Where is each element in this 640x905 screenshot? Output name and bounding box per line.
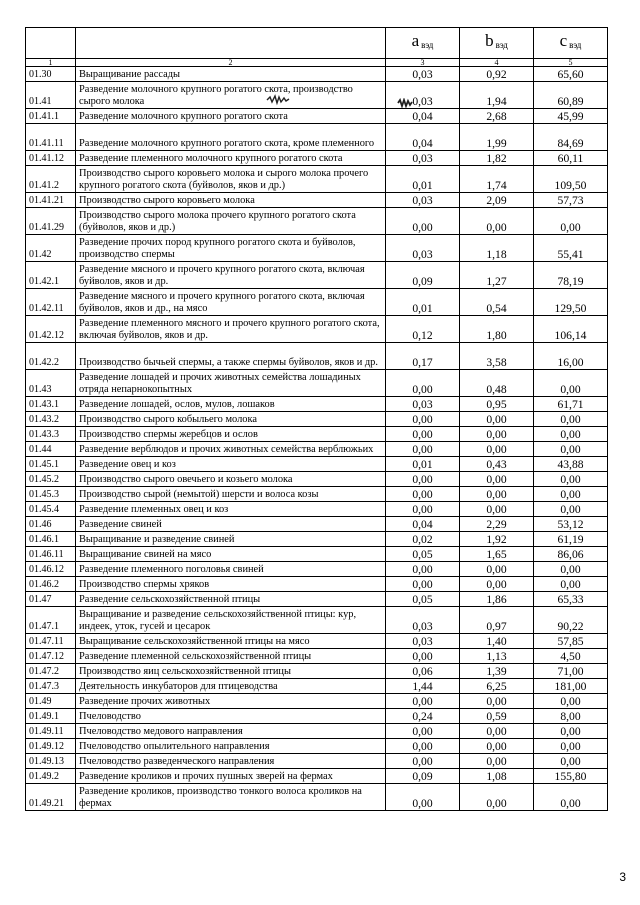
activity-name-cell: Разведение кроликов, производство тонкого волоса кроликов на фермах bbox=[76, 784, 386, 811]
table-row bbox=[26, 151, 608, 166]
coefficient-b-cell: 1,39 bbox=[460, 664, 534, 679]
table-row bbox=[26, 82, 608, 109]
coefficient-a-cell: 0,00 bbox=[386, 412, 460, 427]
coefficient-c-cell: 65,60 bbox=[534, 67, 608, 82]
coefficient-c-cell: 16,00 bbox=[534, 343, 608, 370]
table-row bbox=[26, 517, 608, 532]
coefficient-c-cell: 71,00 bbox=[534, 664, 608, 679]
page-number: 3 bbox=[619, 870, 626, 884]
activity-name-cell: Производство сырой (немытой) шерсти и волоса козы bbox=[76, 487, 386, 502]
coefficient-c-cell: 0,00 bbox=[534, 724, 608, 739]
coefficient-c-cell: 60,11 bbox=[534, 151, 608, 166]
activity-code-cell: 01.49.1 bbox=[26, 709, 76, 724]
column-number: 5 bbox=[534, 59, 608, 67]
coefficient-b-cell: 1,08 bbox=[460, 769, 534, 784]
activity-code-cell: 01.41.12 bbox=[26, 151, 76, 166]
coefficient-b-cell: 0,00 bbox=[460, 694, 534, 709]
coefficient-a-cell: 0,05 bbox=[386, 547, 460, 562]
coefficient-c-cell: 129,50 bbox=[534, 289, 608, 316]
activity-code-cell: 01.42.11 bbox=[26, 289, 76, 316]
table-row bbox=[26, 664, 608, 679]
activity-name-cell: Разведение племенного поголовья свиней bbox=[76, 562, 386, 577]
column-number: 4 bbox=[460, 59, 534, 67]
table-row bbox=[26, 442, 608, 457]
coefficient-a-cell: 0,00 bbox=[386, 577, 460, 592]
table-row bbox=[26, 547, 608, 562]
table-row bbox=[26, 262, 608, 289]
coefficient-b-cell: 3,58 bbox=[460, 343, 534, 370]
activity-name-cell: Пчеловодство медового направления bbox=[76, 724, 386, 739]
activity-code-cell: 01.49 bbox=[26, 694, 76, 709]
column-number: 3 bbox=[386, 59, 460, 67]
coefficient-a-cell: 0,00 bbox=[386, 562, 460, 577]
activity-code-cell: 01.47.2 bbox=[26, 664, 76, 679]
table-row bbox=[26, 67, 608, 82]
activity-name-cell: Выращивание рассады bbox=[76, 67, 386, 82]
coefficient-b-cell: 2,29 bbox=[460, 517, 534, 532]
coefficient-c-cell: 0,00 bbox=[534, 427, 608, 442]
table-row bbox=[26, 502, 608, 517]
coefficient-b-cell: 0,54 bbox=[460, 289, 534, 316]
coefficient-c-cell: 0,00 bbox=[534, 694, 608, 709]
coefficient-c-cell: 60,89 bbox=[534, 82, 608, 109]
coefficient-a-cell: 0,03 bbox=[386, 607, 460, 634]
coefficient-b-cell: 1,65 bbox=[460, 547, 534, 562]
table-row bbox=[26, 427, 608, 442]
coefficient-c-cell: 109,50 bbox=[534, 166, 608, 193]
activity-code-cell: 01.41 bbox=[26, 82, 76, 109]
activity-name-cell: Производство спермы хряков bbox=[76, 577, 386, 592]
activity-code-cell: 01.42.12 bbox=[26, 316, 76, 343]
table-row bbox=[26, 724, 608, 739]
coefficient-c-cell: 0,00 bbox=[534, 487, 608, 502]
coefficient-a-cell: 0,03 bbox=[386, 397, 460, 412]
header-code-cell bbox=[26, 28, 76, 59]
activity-name-cell: Разведение молочного крупного рогатого скота, кроме племенного bbox=[76, 124, 386, 151]
table-row bbox=[26, 694, 608, 709]
coefficient-a-cell: 0,06 bbox=[386, 664, 460, 679]
table-row bbox=[26, 532, 608, 547]
activity-code-cell: 01.41.1 bbox=[26, 109, 76, 124]
activity-code-cell: 01.30 bbox=[26, 67, 76, 82]
activity-code-cell: 01.43.1 bbox=[26, 397, 76, 412]
activity-name-cell: Разведение лошадей и прочих животных семейства лошадиных отряда непарнокопытных bbox=[76, 370, 386, 397]
activity-name-cell: Разведение кроликов и прочих пушных зверей на фермах bbox=[76, 769, 386, 784]
table-row bbox=[26, 166, 608, 193]
coefficient-a-cell: 0,01 bbox=[386, 457, 460, 472]
table-row bbox=[26, 472, 608, 487]
table-row bbox=[26, 316, 608, 343]
activity-code-cell: 01.41.21 bbox=[26, 193, 76, 208]
table-row bbox=[26, 193, 608, 208]
activity-code-cell: 01.41.2 bbox=[26, 166, 76, 193]
table-row bbox=[26, 769, 608, 784]
coefficient-b-cell: 0,00 bbox=[460, 562, 534, 577]
table-row bbox=[26, 412, 608, 427]
table-row bbox=[26, 784, 608, 811]
coefficient-c-cell: 181,00 bbox=[534, 679, 608, 694]
activity-name-cell: Разведение лошадей, ослов, мулов, лошаков bbox=[76, 397, 386, 412]
coefficient-c-cell: 57,73 bbox=[534, 193, 608, 208]
coefficient-c-cell: 106,14 bbox=[534, 316, 608, 343]
activity-name-cell: Выращивание свиней на мясо bbox=[76, 547, 386, 562]
table-row bbox=[26, 124, 608, 151]
activity-name-cell: Разведение племенной сельскохозяйственной птицы bbox=[76, 649, 386, 664]
coefficient-b-cell: 0,00 bbox=[460, 208, 534, 235]
coefficient-b-cell: 0,95 bbox=[460, 397, 534, 412]
table-row bbox=[26, 457, 608, 472]
activity-name-cell: Пчеловодство bbox=[76, 709, 386, 724]
table-row bbox=[26, 343, 608, 370]
activity-code-cell: 01.42.2 bbox=[26, 343, 76, 370]
activity-name-cell: Разведение племенного мясного и прочего крупного рогатого скота, включая буйволов, яков и др. bbox=[76, 316, 386, 343]
table-row bbox=[26, 235, 608, 262]
coefficient-b-cell: 1,80 bbox=[460, 316, 534, 343]
coefficient-c-cell: 0,00 bbox=[534, 502, 608, 517]
table-body bbox=[26, 67, 608, 811]
coefficient-a-cell: 0,03 bbox=[386, 67, 460, 82]
coefficient-c-cell: 4,50 bbox=[534, 649, 608, 664]
coefficient-c-cell: 57,85 bbox=[534, 634, 608, 649]
coefficient-c-cell: 0,00 bbox=[534, 577, 608, 592]
activity-name-cell: Производство сырого коровьего молока bbox=[76, 193, 386, 208]
table-header-row bbox=[26, 28, 608, 59]
coefficient-a-cell: 0,24 bbox=[386, 709, 460, 724]
activity-name-cell: Разведение мясного и прочего крупного рогатого скота, включая буйволов, яков и др., на мясо bbox=[76, 289, 386, 316]
activity-code-cell: 01.45.4 bbox=[26, 502, 76, 517]
coefficient-a-cell: 0,00 bbox=[386, 649, 460, 664]
table-row bbox=[26, 109, 608, 124]
coefficient-b-cell: 1,13 bbox=[460, 649, 534, 664]
activity-name-cell: Разведение мясного и прочего крупного рогатого скота, включая буйволов, яков и др. bbox=[76, 262, 386, 289]
activity-name-cell: Производство сырого овечьего и козьего молока bbox=[76, 472, 386, 487]
activity-name-cell: Разведение верблюдов и прочих животных семейства верблюжьих bbox=[76, 442, 386, 457]
activity-code-cell: 01.49.2 bbox=[26, 769, 76, 784]
coefficient-a-cell: 0,04 bbox=[386, 517, 460, 532]
activity-code-cell: 01.41.29 bbox=[26, 208, 76, 235]
coefficient-a-cell: 0,09 bbox=[386, 262, 460, 289]
coefficient-a-cell: 0,00 bbox=[386, 427, 460, 442]
coefficient-b-cell: 0,00 bbox=[460, 412, 534, 427]
coefficient-a-cell: 0,00 bbox=[386, 739, 460, 754]
activity-code-cell: 01.46.11 bbox=[26, 547, 76, 562]
coefficient-c-cell: 43,88 bbox=[534, 457, 608, 472]
coefficient-b-cell: 0,00 bbox=[460, 739, 534, 754]
coefficient-c-cell: 45,99 bbox=[534, 109, 608, 124]
coefficient-c-cell: 78,19 bbox=[534, 262, 608, 289]
coefficient-c-cell: 61,71 bbox=[534, 397, 608, 412]
activity-code-cell: 01.42.1 bbox=[26, 262, 76, 289]
activity-name-cell: Производство спермы жеребцов и ослов bbox=[76, 427, 386, 442]
table-row bbox=[26, 592, 608, 607]
coefficient-a-cell: 0,03 bbox=[386, 235, 460, 262]
table-row bbox=[26, 397, 608, 412]
activity-code-cell: 01.46.2 bbox=[26, 577, 76, 592]
activity-name-cell: Разведение племенных овец и коз bbox=[76, 502, 386, 517]
column-number: 2 bbox=[76, 59, 386, 67]
coefficient-b-cell: 0,00 bbox=[460, 442, 534, 457]
activity-name-cell: Производство яиц сельскохозяйственной птицы bbox=[76, 664, 386, 679]
activity-code-cell: 01.42 bbox=[26, 235, 76, 262]
activity-code-cell: 01.43.2 bbox=[26, 412, 76, 427]
coefficient-c-cell: 0,00 bbox=[534, 754, 608, 769]
coefficient-a-cell: 0,12 bbox=[386, 316, 460, 343]
coefficient-b-cell: 0,00 bbox=[460, 754, 534, 769]
coefficient-a-cell: 0,00 bbox=[386, 487, 460, 502]
activity-code-cell: 01.49.11 bbox=[26, 724, 76, 739]
coefficient-c-cell: 0,00 bbox=[534, 562, 608, 577]
coefficient-b-cell: 1,99 bbox=[460, 124, 534, 151]
coefficient-a-cell: 0,03 bbox=[386, 151, 460, 166]
table-row bbox=[26, 709, 608, 724]
activity-code-cell: 01.43.3 bbox=[26, 427, 76, 442]
coefficient-b-cell: 0,00 bbox=[460, 487, 534, 502]
coefficient-a-cell: 0,01 bbox=[386, 289, 460, 316]
coefficient-c-cell: 0,00 bbox=[534, 784, 608, 811]
coefficient-a-cell: 0,02 bbox=[386, 532, 460, 547]
coefficient-b-cell: 0,92 bbox=[460, 67, 534, 82]
activity-code-cell: 01.45.1 bbox=[26, 457, 76, 472]
table-row bbox=[26, 208, 608, 235]
coefficient-a-cell: 0,00 bbox=[386, 784, 460, 811]
coefficient-a-cell: 0,00 bbox=[386, 208, 460, 235]
table-row bbox=[26, 739, 608, 754]
coefficient-a-cell: 0,03 bbox=[386, 82, 460, 109]
table-row bbox=[26, 754, 608, 769]
coefficient-b-cell: 6,25 bbox=[460, 679, 534, 694]
coefficient-a-cell: 0,00 bbox=[386, 502, 460, 517]
coefficient-a-cell: 1,44 bbox=[386, 679, 460, 694]
coefficient-c-cell: 84,69 bbox=[534, 124, 608, 151]
coefficient-a-cell: 0,00 bbox=[386, 472, 460, 487]
activity-code-cell: 01.47 bbox=[26, 592, 76, 607]
table-row bbox=[26, 577, 608, 592]
coefficient-a-cell: 0,09 bbox=[386, 769, 460, 784]
table-row bbox=[26, 370, 608, 397]
coefficient-b-cell: 0,48 bbox=[460, 370, 534, 397]
header-a-cell: a $_{вэд}$ bbox=[386, 28, 460, 59]
coefficient-c-cell: 0,00 bbox=[534, 208, 608, 235]
activity-code-cell: 01.43 bbox=[26, 370, 76, 397]
coefficient-b-cell: 1,18 bbox=[460, 235, 534, 262]
column-number: 1 bbox=[26, 59, 76, 67]
coefficient-c-cell: 90,22 bbox=[534, 607, 608, 634]
coefficient-c-cell: 155,80 bbox=[534, 769, 608, 784]
coefficient-b-cell: 1,27 bbox=[460, 262, 534, 289]
coefficient-c-cell: 0,00 bbox=[534, 472, 608, 487]
activity-name-cell: Производство сырого коровьего молока и сырого молока прочего крупного рогатого скота (буйволов, яков и др.) bbox=[76, 166, 386, 193]
coefficient-b-cell: 1,92 bbox=[460, 532, 534, 547]
table-row bbox=[26, 562, 608, 577]
activity-name-cell: Разведение прочих животных bbox=[76, 694, 386, 709]
activity-name-cell: Выращивание сельскохозяйственной птицы на мясо bbox=[76, 634, 386, 649]
coefficient-a-cell: 0,01 bbox=[386, 166, 460, 193]
coefficient-a-cell: 0,00 bbox=[386, 694, 460, 709]
activity-code-cell: 01.45.3 bbox=[26, 487, 76, 502]
coefficient-b-cell: 0,00 bbox=[460, 427, 534, 442]
coefficient-a-cell: 0,00 bbox=[386, 754, 460, 769]
coefficient-a-cell: 0,17 bbox=[386, 343, 460, 370]
activity-code-cell: 01.47.12 bbox=[26, 649, 76, 664]
activity-name-cell: Деятельность инкубаторов для птицеводства bbox=[76, 679, 386, 694]
coefficient-b-cell: 0,00 bbox=[460, 724, 534, 739]
activity-code-cell: 01.49.21 bbox=[26, 784, 76, 811]
coefficient-b-cell: 1,74 bbox=[460, 166, 534, 193]
activity-code-cell: 01.44 bbox=[26, 442, 76, 457]
coefficient-b-cell: 1,94 bbox=[460, 82, 534, 109]
coefficient-b-cell: 2,68 bbox=[460, 109, 534, 124]
activity-name-cell: Разведение племенного молочного крупного рогатого скота bbox=[76, 151, 386, 166]
coefficient-b-cell: 0,00 bbox=[460, 577, 534, 592]
coefficient-a-cell: 0,04 bbox=[386, 109, 460, 124]
table-row bbox=[26, 487, 608, 502]
coefficient-c-cell: 0,00 bbox=[534, 412, 608, 427]
coefficient-c-cell: 53,12 bbox=[534, 517, 608, 532]
activity-code-cell: 01.49.12 bbox=[26, 739, 76, 754]
coefficient-c-cell: 86,06 bbox=[534, 547, 608, 562]
coefficient-c-cell: 0,00 bbox=[534, 442, 608, 457]
coefficient-c-cell: 8,00 bbox=[534, 709, 608, 724]
coefficient-a-cell: 0,03 bbox=[386, 634, 460, 649]
activity-code-cell: 01.47.1 bbox=[26, 607, 76, 634]
activity-name-cell: Разведение молочного крупного рогатого скота, производство сырого молока bbox=[76, 82, 386, 109]
header-name-cell bbox=[76, 28, 386, 59]
coefficient-b-cell: 1,86 bbox=[460, 592, 534, 607]
activity-code-cell: 01.45.2 bbox=[26, 472, 76, 487]
activity-code-cell: 01.46.1 bbox=[26, 532, 76, 547]
table-row bbox=[26, 607, 608, 634]
coefficient-b-cell: 0,59 bbox=[460, 709, 534, 724]
activity-name-cell: Производство сырого кобыльего молока bbox=[76, 412, 386, 427]
coefficients-table bbox=[25, 27, 608, 811]
activity-code-cell: 01.46 bbox=[26, 517, 76, 532]
coefficient-a-cell: 0,00 bbox=[386, 442, 460, 457]
coefficient-c-cell: 55,41 bbox=[534, 235, 608, 262]
column-number-row bbox=[26, 59, 608, 67]
activity-code-cell: 01.47.11 bbox=[26, 634, 76, 649]
table-row bbox=[26, 634, 608, 649]
table-row bbox=[26, 649, 608, 664]
header-c-cell: c $_{вэд}$ bbox=[534, 28, 608, 59]
activity-code-cell: 01.41.11 bbox=[26, 124, 76, 151]
coefficient-a-cell: 0,00 bbox=[386, 724, 460, 739]
activity-code-cell: 01.47.3 bbox=[26, 679, 76, 694]
coefficient-c-cell: 61,19 bbox=[534, 532, 608, 547]
activity-name-cell: Производство бычьей спермы, а также спермы буйволов, яков и др. bbox=[76, 343, 386, 370]
coefficient-c-cell: 65,33 bbox=[534, 592, 608, 607]
activity-name-cell: Разведение сельскохозяйственной птицы bbox=[76, 592, 386, 607]
table-row bbox=[26, 679, 608, 694]
coefficient-b-cell: 0,97 bbox=[460, 607, 534, 634]
activity-name-cell: Производство сырого молока прочего крупного рогатого скота (буйволов, яков и др.) bbox=[76, 208, 386, 235]
activity-name-cell: Выращивание и разведение свиней bbox=[76, 532, 386, 547]
activity-name-cell: Пчеловодство опылительного направления bbox=[76, 739, 386, 754]
coefficient-b-cell: 2,09 bbox=[460, 193, 534, 208]
coefficient-a-cell: 0,05 bbox=[386, 592, 460, 607]
activity-name-cell: Пчеловодство разведенческого направления bbox=[76, 754, 386, 769]
coefficient-a-cell: 0,04 bbox=[386, 124, 460, 151]
activity-code-cell: 01.49.13 bbox=[26, 754, 76, 769]
activity-code-cell: 01.46.12 bbox=[26, 562, 76, 577]
coefficient-c-cell: 0,00 bbox=[534, 739, 608, 754]
table-row bbox=[26, 289, 608, 316]
header-b-cell: b $_{вэд}$ bbox=[460, 28, 534, 59]
coefficient-c-cell: 0,00 bbox=[534, 370, 608, 397]
coefficient-a-cell: 0,03 bbox=[386, 193, 460, 208]
coefficient-b-cell: 1,40 bbox=[460, 634, 534, 649]
coefficient-a-cell: 0,00 bbox=[386, 370, 460, 397]
coefficient-b-cell: 0,00 bbox=[460, 502, 534, 517]
activity-name-cell: Разведение овец и коз bbox=[76, 457, 386, 472]
activity-name-cell: Разведение молочного крупного рогатого скота bbox=[76, 109, 386, 124]
coefficient-b-cell: 1,82 bbox=[460, 151, 534, 166]
coefficient-b-cell: 0,00 bbox=[460, 472, 534, 487]
coefficient-b-cell: 0,00 bbox=[460, 784, 534, 811]
activity-name-cell: Выращивание и разведение сельскохозяйственной птицы: кур, индеек, уток, гусей и цесарок bbox=[76, 607, 386, 634]
coefficient-b-cell: 0,43 bbox=[460, 457, 534, 472]
activity-name-cell: Разведение прочих пород крупного рогатого скота и буйволов, производство спермы bbox=[76, 235, 386, 262]
activity-name-cell: Разведение свиней bbox=[76, 517, 386, 532]
